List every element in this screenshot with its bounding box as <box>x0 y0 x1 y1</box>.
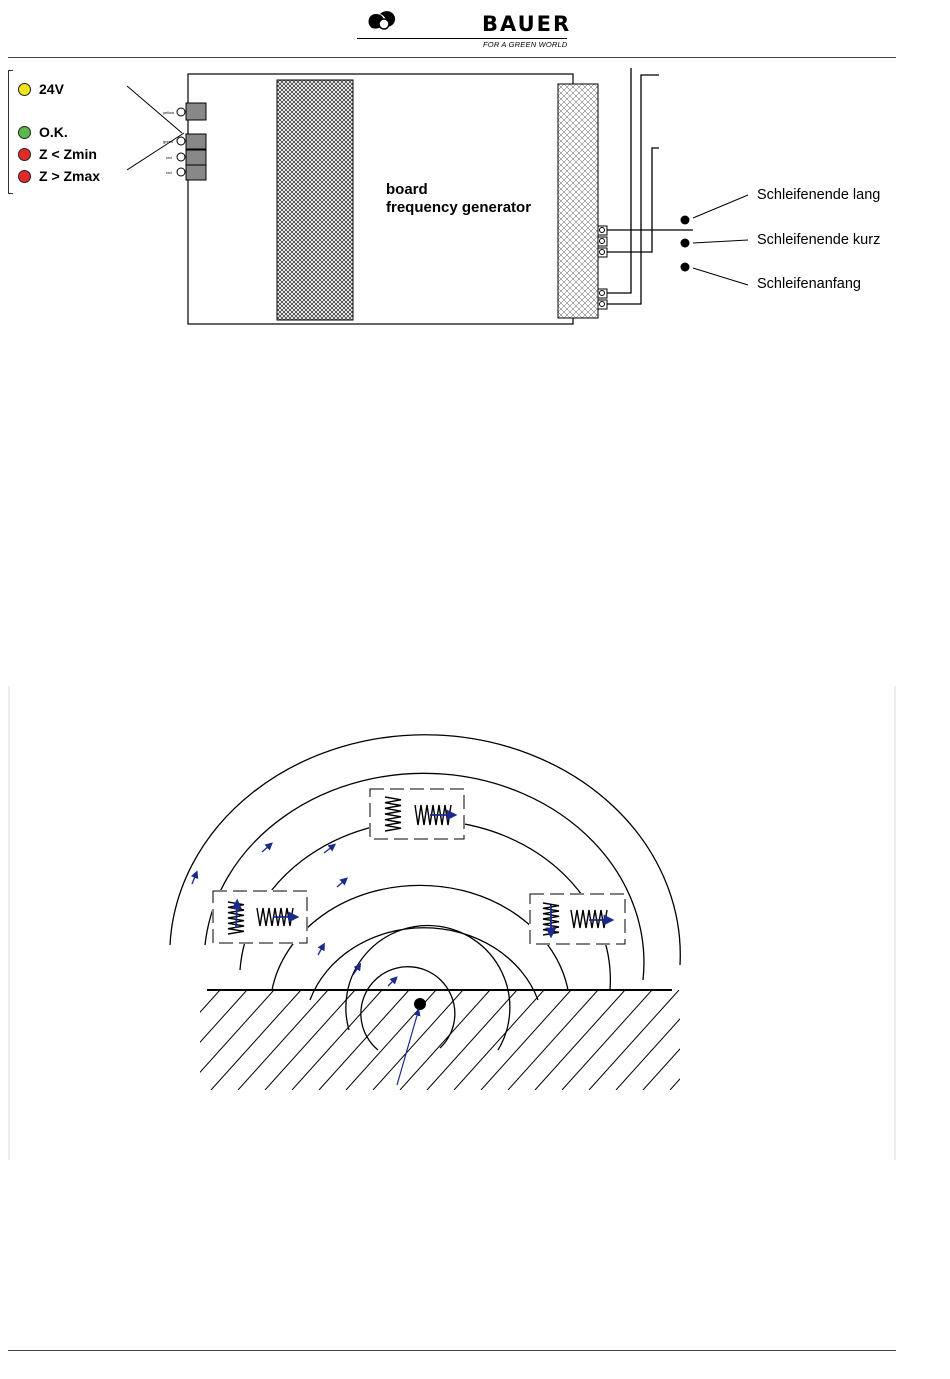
legend-label: Z > Zmax <box>39 168 101 184</box>
legend-label: O.K. <box>39 124 68 140</box>
socket-label: red <box>166 155 172 160</box>
terminal-label-anfang: Schleifenanfang <box>757 276 861 292</box>
brand-name: BAUER <box>482 12 572 36</box>
socket-label: green <box>163 139 174 144</box>
terminal-label-lang: Schleifenende lang <box>757 187 881 203</box>
board-title: board <box>386 181 428 198</box>
legend-label: 24V <box>39 81 64 97</box>
footer-divider <box>8 1350 896 1351</box>
terminal-dot <box>681 216 690 225</box>
terminal-dot <box>681 239 690 248</box>
board-subtitle: frequency generator <box>386 199 532 216</box>
legend-label: Z < Zmin <box>39 146 97 162</box>
terminal-label-kurz: Schleifenende kurz <box>757 232 881 248</box>
terminal-strip <box>558 84 598 318</box>
terminal-screws <box>598 226 607 309</box>
socket-label: yellow <box>163 110 175 115</box>
terminal-dot <box>681 263 690 272</box>
conductor-dot <box>414 998 426 1010</box>
led-sockets <box>177 103 206 180</box>
coil-windings <box>228 797 607 935</box>
brand-slogan: FOR A GREEN WORLD <box>483 40 568 49</box>
socket-label: red <box>166 170 172 175</box>
board-heatsink <box>277 80 353 320</box>
pointer-line <box>127 133 184 170</box>
